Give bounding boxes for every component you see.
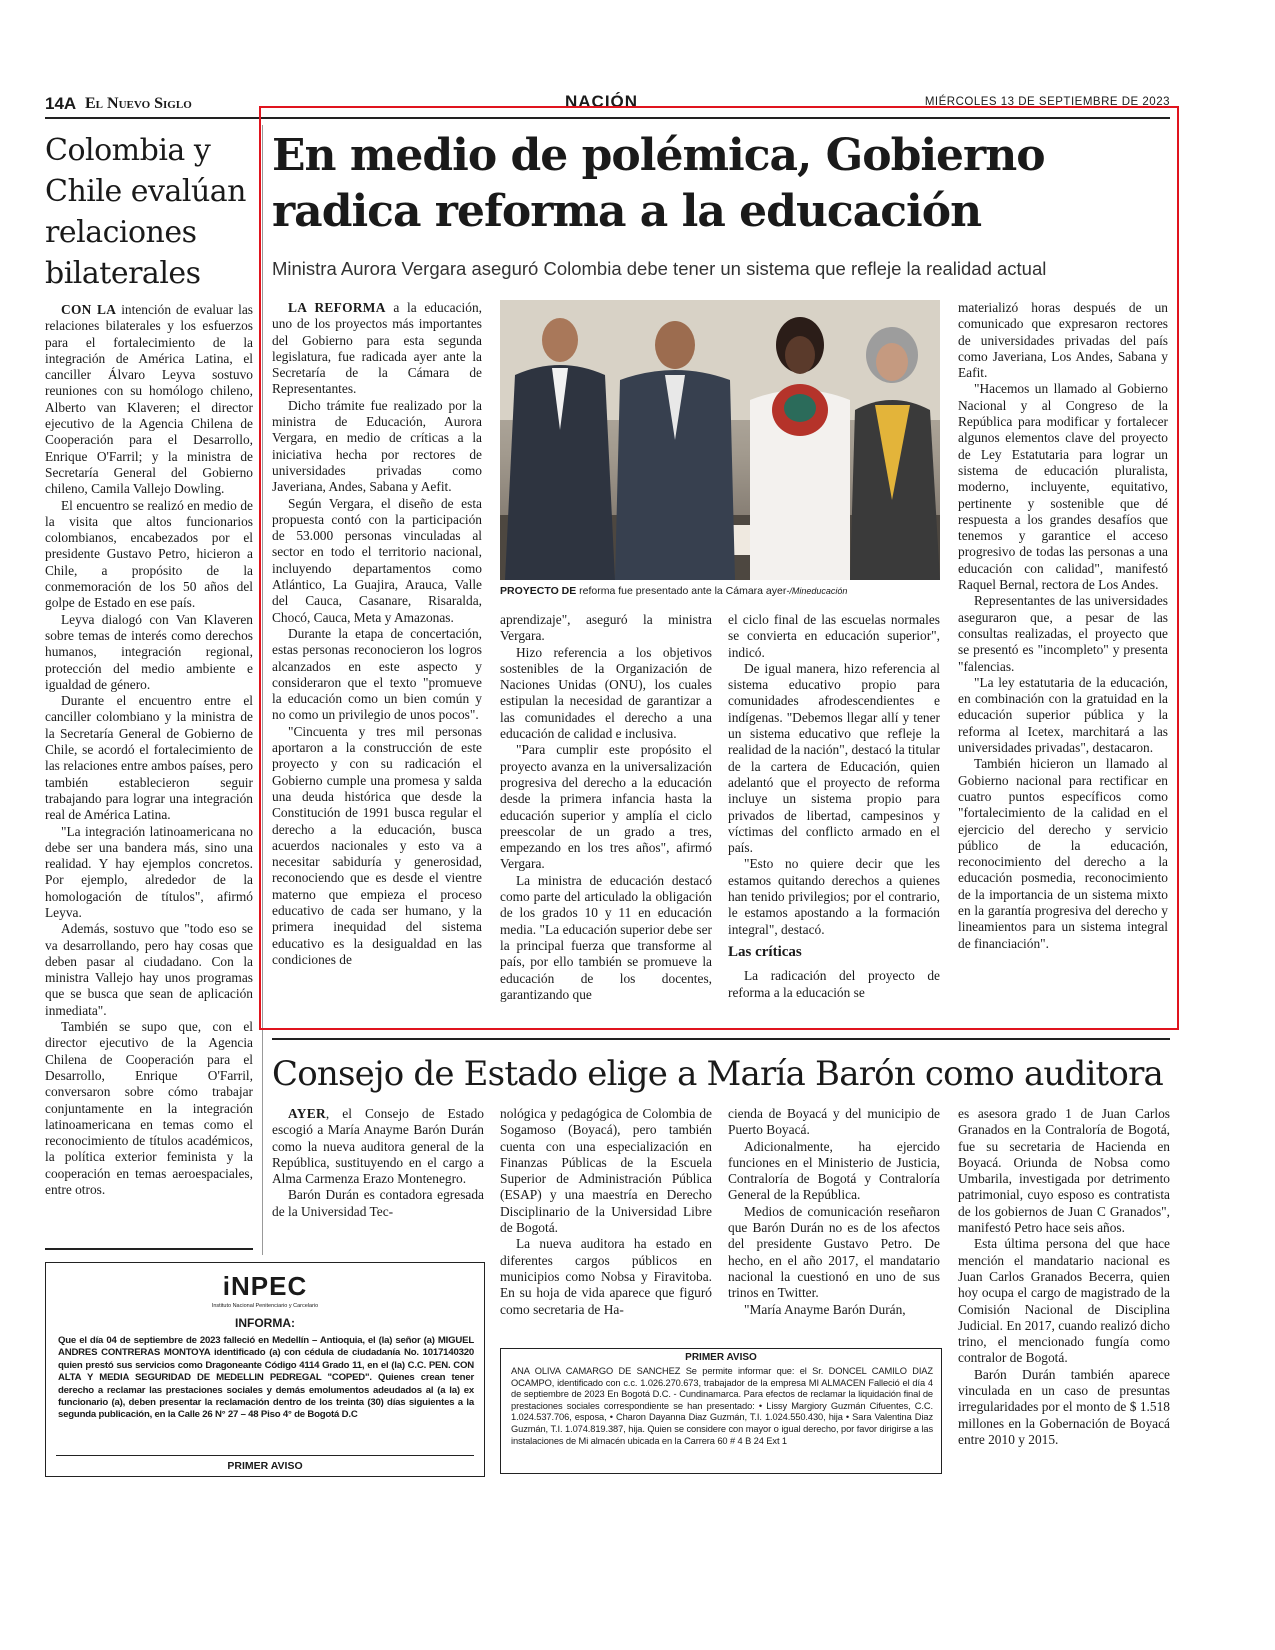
section-rule xyxy=(272,1038,1170,1040)
sidebar-paragraph: "La integración latinoamericana no debe ser una bandera más, sino una realidad. Y hay ejemplos concretos. Por ejemplo, alrededor de la homologación de títulos", afirmó Leyva. xyxy=(45,823,253,920)
photo-credit: -/Mineducación xyxy=(786,586,848,596)
main-paragraph: Dicho trámite fue realizado por la ministra de Educación, Aurora Vergara, en medio de críticas a la iniciativa hecha por rectores de universidades privadas como Javeriana, Andes, Sabana y Aefit. xyxy=(272,397,482,495)
second-col-1 xyxy=(272,1106,484,1246)
main-headline-line2: radica reforma a la educación xyxy=(272,186,982,237)
second-col-3 xyxy=(728,1106,940,1338)
inpec-footer-text: PRIMER AVISO xyxy=(227,1460,303,1472)
second-paragraph: Barón Durán también aparece vinculada en un caso de presuntas irregularidades por el monto de $ 1.518 millones en la Gobernación de Boyacá entre 2010 y 2015. xyxy=(958,1366,1170,1447)
main-paragraph: "Hacemos un llamado al Gobierno Nacional y al Congreso de la República para modificar y fortalecer algunos elementos clave del proyecto de Ley Estatutaria para lograr un sistema de educación pluralista, moderno, incluyente, equitativo, pertinente y sostenible que dé respuesta a los grandes desafíos que tenemos y garantice el acceso progresivo de todas las personas a una educación con calidad", manifestó Raquel Bernal, rectora de Los Andes. xyxy=(958,381,1168,593)
second-paragraph: Adicionalmente, ha ejercido funciones en el Ministerio de Justicia, Contraloría de Bogotá y Contraloría General de la República. xyxy=(728,1138,940,1203)
sidebar-paragraph: Además, sostuvo que "todo eso se va desarrollando, pero hay cosas que deben pasar al ciudadano. Con la ministra Vallejo hay unos programas que se busca que sean de aplicación inmediata". xyxy=(45,921,253,1018)
main-paragraph: "Para cumplir este propósito el proyecto avanza en la universalización progresiva del derecho a la educación desde la primera infancia hasta la educación superior y amplía el ciclo preescolar de un grado a tres, empezando en los tres años", afirmó Vergara. xyxy=(500,742,712,872)
main-paragraph: De igual manera, hizo referencia al sistema educativo propio para comunidades afrodescendientes e indígenas. "Debemos llegar allí y tener un sistema educativo que refleje la realidad de la nación", destacó la titular de la cartera de Educación, quien adelantó que el proyecto de reforma incluye un sistema propio para privados de libertad, campesinos y víctimas del conflicto armado en el país. xyxy=(728,660,940,856)
main-paragraph: "La ley estatutaria de la educación, en combinación con la gratuidad en la educación superior pública y la reforma al Icetex, marchitará a las universidades privadas", destacaron. xyxy=(958,674,1168,756)
sidebar-paragraph: intención de evaluar las relaciones bilaterales y los esfuerzos para el fortalecimiento de la integración de América Latina, el canciller Álvaro Leyva sostuvo reuniones con su homólogo chileno, Alberto van Klaveren; el director ejecutivo de la Agencia Chilena de Cooperación para el Desarrollo, Enrique O'Farril; y la ministra de Secretaría General del Gobierno chileno, Camila Vallejo Dowling. xyxy=(45,302,253,497)
page-number: 14A xyxy=(45,94,77,113)
main-headline-line1: En medio de polémica, Gobierno xyxy=(272,130,1045,181)
sidebar-body xyxy=(45,302,253,1247)
main-paragraph: La ministra de educación destacó como parte del articulado la obligación de los grados 10 y 11 en educación media. "La educación superior debe ser la principal fuerza que transforme al país, por ello también se promueve la educación de los docentes, garantizando que xyxy=(500,872,712,1002)
second-paragraph: cienda de Boyacá y del municipio de Puerto Boyacá. xyxy=(728,1106,940,1138)
main-paragraph: "Esto no quiere decir que les estamos quitando derechos a quienes han tenido privilegios; por el contrario, le estamos apostando a la formación integral", destacó. xyxy=(728,856,940,937)
main-paragraph: materializó horas después de un comunicado que expresaron rectores de universidades privadas del país como Javeriana, Los Andes, Sabana y Eafit. xyxy=(958,300,1168,381)
main-paragraph: "Cincuenta y tres mil personas aportaron a la construcción de este proyecto y con su radicación el Gobierno cumple una promesa y salda una deuda histórica que desde la Constitución de 1991 busca regular el derecho a la educación, busca acuerdos nacionales y esto va a necesitar sabiduría y generosidad, reconociendo que es desde el vientre materno que empieza el proceso educativo de cada ser humano, y la primera inequidad del sistema educativo es la desigualdad en las condiciones de xyxy=(272,723,482,967)
inpec-body: Que el día 04 de septiembre de 2023 falleció en Medellín – Antioquia, el (la) señor (a) MIGUEL ANDRES CONTRERAS MONTOYA identificado (a) con cédula de ciudadanía No. 1017140320 quien prestó sus servicios como Dragoneante Código 4114 Grado 11, en el (la) C.C. PEN. CON ALTA Y MEDIA SEGURIDAD DE MEDELLIN PEDREGAL "COPED". Quienes crean tener derecho a reclamar las prestaciones sociales y demás emolumentos adeudados al (a la) ex funcionario (a), deben presentar la reclamación dentro de los treinta (30) días siguientes a la segunda publicación, en la Calle 26 N° 27 – 48 Piso 4° de Bogotá D.C xyxy=(58,1335,474,1421)
notice-body: ANA OLIVA CAMARGO DE SANCHEZ Se permite informar que: el Sr. DONCEL CAMILO DIAZ OCAMPO, identificado con c.c. 1.026.270.673, trabajador de la empresa MI ALMACEN Falleció el día 4 de septiembre de 2023 En Bogotá D.C. - Cundinamarca. Para efectos de reclamar la liquidación final de prestaciones sociales correspondiente se han presentado: • Lissy Margiory Guzmán Cifuentes, C.C. 1.024.537.706, esposa, • Charon Dayanna Diaz Guzmán, T.I. 1.024.550.430, hija • Sara Valentina Diaz Guzmán, T.I. 1.074.819.387, hija. Quien se considere con mayor o igual derecho, por favor dirigirse a las instalaciones de Mi almacén ubicada en la Carrera 60 # 4 B 24 Ext 1 xyxy=(511,1366,933,1446)
inpec-logo: iNPEC xyxy=(222,1271,308,1301)
second-headline: Consejo de Estado elige a María Barón como auditora xyxy=(272,1054,1164,1094)
main-paragraph: Representantes de las universidades aseguraron que, a pesar de las consultas realizadas, el proyecto que se presentó es "incompleto" y presenta "falencias. xyxy=(958,593,1168,674)
sidebar-lead-in: CON LA xyxy=(61,302,117,317)
issue-date: MIÉRCOLES 13 DE SEPTIEMBRE DE 2023 xyxy=(924,96,1170,108)
main-paragraph: el ciclo final de las escuelas normales se convierta en educación superior", indicó. xyxy=(728,612,940,660)
second-paragraph: La nueva auditora ha estado en diferentes cargos públicos en municipios como Nobsa y Firavitoba. En su hoja de vida aparece que figuró como secretaria de Ha- xyxy=(500,1236,712,1317)
second-paragraph: "María Anayme Barón Durán, xyxy=(744,1301,906,1317)
sidebar-paragraph: El encuentro se realizó en medio de la visita que altos funcionarios colombianos, encabezados por el presidente Gustavo Petro, hicieron a Chile, a propósito de la conmemoración de los 50 años del golpe de Estado en ese país. xyxy=(45,497,253,611)
sidebar-title: Colombia y Chile evalúan relaciones bilaterales xyxy=(45,133,246,291)
second-col-2 xyxy=(500,1106,712,1338)
main-paragraph: También hicieron un llamado al Gobierno nacional para rectificar en cuatro puntos específicos como "fortalecimiento de la calidad en el ejercicio del derecho y servicio público de la educación, reconocimiento del derecho a la educación posmedia, reconocimiento de la importancia de un sistema mixto en la garantía progresiva del derecho y lineamientos para un sistema integral de financiación". xyxy=(958,756,1168,951)
second-paragraph: , el Consejo de Estado escogió a María Anayme Barón Durán como la nueva auditora general de la República, sustituyendo en el cargo a Alma Carmenza Erazo Montenegro. xyxy=(272,1106,484,1187)
main-paragraph: aprendizaje", aseguró la ministra Vergara. xyxy=(500,612,712,644)
subhead-las-criticas: Las críticas xyxy=(728,943,802,960)
inpec-logo-subtitle: Instituto Nacional Penitenciario y Carcelario xyxy=(211,1303,319,1309)
main-paragraph: Durante la etapa de concertación, estas personas reconocieron los logros alcanzados en este aspecto y consideraron que el texto "promueve la educación como un bien común y no como un privilegio de unos pocos". xyxy=(272,625,482,723)
second-paragraph: Barón Durán es contadora egresada de la Universidad Tec- xyxy=(272,1187,484,1219)
inpec-heading: INFORMA: xyxy=(235,1316,295,1330)
notice-primer-aviso xyxy=(500,1348,942,1474)
inpec-footer xyxy=(56,1455,474,1472)
second-paragraph: nológica y pedagógica de Colombia de Sogamoso (Boyacá), pero también cuenta con una especialización en Finanzas Públicas de la Escuela Superior de Administración Pública (ESAP) y una maestría en Derecho Disciplinario de la Universidad Libre de Bogotá. xyxy=(500,1106,712,1236)
caption-text: reforma fue presentado ante la Cámara ayer xyxy=(576,585,787,597)
main-lead-in: LA REFORMA xyxy=(288,300,386,315)
sidebar-paragraph: Leyva dialogó con Van Klaveren sobre temas de interés como derechos humanos, integración regional, protección del medio ambiente e igualdad de género. xyxy=(45,611,253,692)
second-paragraph: es asesora grado 1 de Juan Carlos Granados en la Contraloría de Bogotá, fue su secretaria de Hacienda en Boyacá. Oriunda de Nobsa como Umbarila, investigada por detrimento patrimonial, cuyo esposo es contratista de los gobiernos de Juan C Granados", manifestó Petro hace seis años. xyxy=(958,1106,1170,1236)
main-paragraph: La radicación del proyecto de reforma a la educación se xyxy=(728,968,940,1000)
sidebar-paragraph: Durante el encuentro entre el canciller colombiano y la ministra de la Secretaría General de Gobierno de Chile, se acordó el fortalecimiento de las relaciones entre ambos países, pero también establecieron seguir trabajando para lograr una integración real de América Latina. xyxy=(45,693,253,823)
sidebar-paragraph: También se supo que, con el director ejecutivo de la Agencia Chilena de Cooperación para el Desarrollo, Enrique O'Farril, conversaron sobre cómo trabajar conjuntamente en la integración latinoamericana en temas como el reconocimiento de títulos académicos, la política exterior feminista y la cooperación en temas aeroespaciales, entre otros. xyxy=(45,1019,253,1198)
newspaper-name: El Nuevo Siglo xyxy=(85,95,192,112)
sidebar-bottom-rule xyxy=(45,1248,253,1250)
section-name: NACIÓN xyxy=(565,92,639,111)
notice-heading: PRIMER AVISO xyxy=(685,1352,757,1363)
second-paragraph: Esta última persona del que hace mención el mandatario nacional es Juan Carlos Granados Becerra, quien hoy ocupa el cargo de magistrado de la Comisión Nacional de Disciplina Judicial. En 2017, cuando realizó dicho trino, el mencionado fungía como contralor de Bogotá. xyxy=(958,1236,1170,1366)
main-paragraph: Según Vergara, el diseño de esta propuesta contó con la participación de 53.000 personas vinculadas al sector en todo el territorio nacional, incluyendo departamentos como Atlántico, La Guajira, Arauca, Valle del Cauca, Casanare, Risaralda, Chocó, Cauca, Meta y Amazonas. xyxy=(272,495,482,625)
second-paragraph: Medios de comunicación reseñaron que Barón Durán no es de los afectos del presidente Gustavo Petro. De hecho, en el año 2017, el mandatario nacional la cuestionó en uno de sus trinos en Twitter. xyxy=(728,1203,940,1301)
highlight-box xyxy=(259,106,1179,1030)
inpec-notice xyxy=(45,1262,485,1477)
caption-lead: PROYECTO DE xyxy=(500,585,577,597)
second-lead-in: AYER xyxy=(288,1106,326,1121)
second-col-4 xyxy=(958,1106,1170,1486)
main-paragraph: a la educación, uno de los proyectos más importantes del Gobierno para esta segunda legislatura, fue radicada ayer ante la Secretaría de la Cámara de Representantes. xyxy=(272,300,482,397)
main-deck: Ministra Aurora Vergara aseguró Colombia debe tener un sistema que refleje la realidad actual xyxy=(272,258,1047,279)
main-paragraph: Hizo referencia a los objetivos sostenibles de la Organización de Naciones Unidas (ONU), los cuales estipulan la necesidad de garantizar a las comunidades el derecho a una educación de calidad e inclusiva. xyxy=(500,644,712,742)
